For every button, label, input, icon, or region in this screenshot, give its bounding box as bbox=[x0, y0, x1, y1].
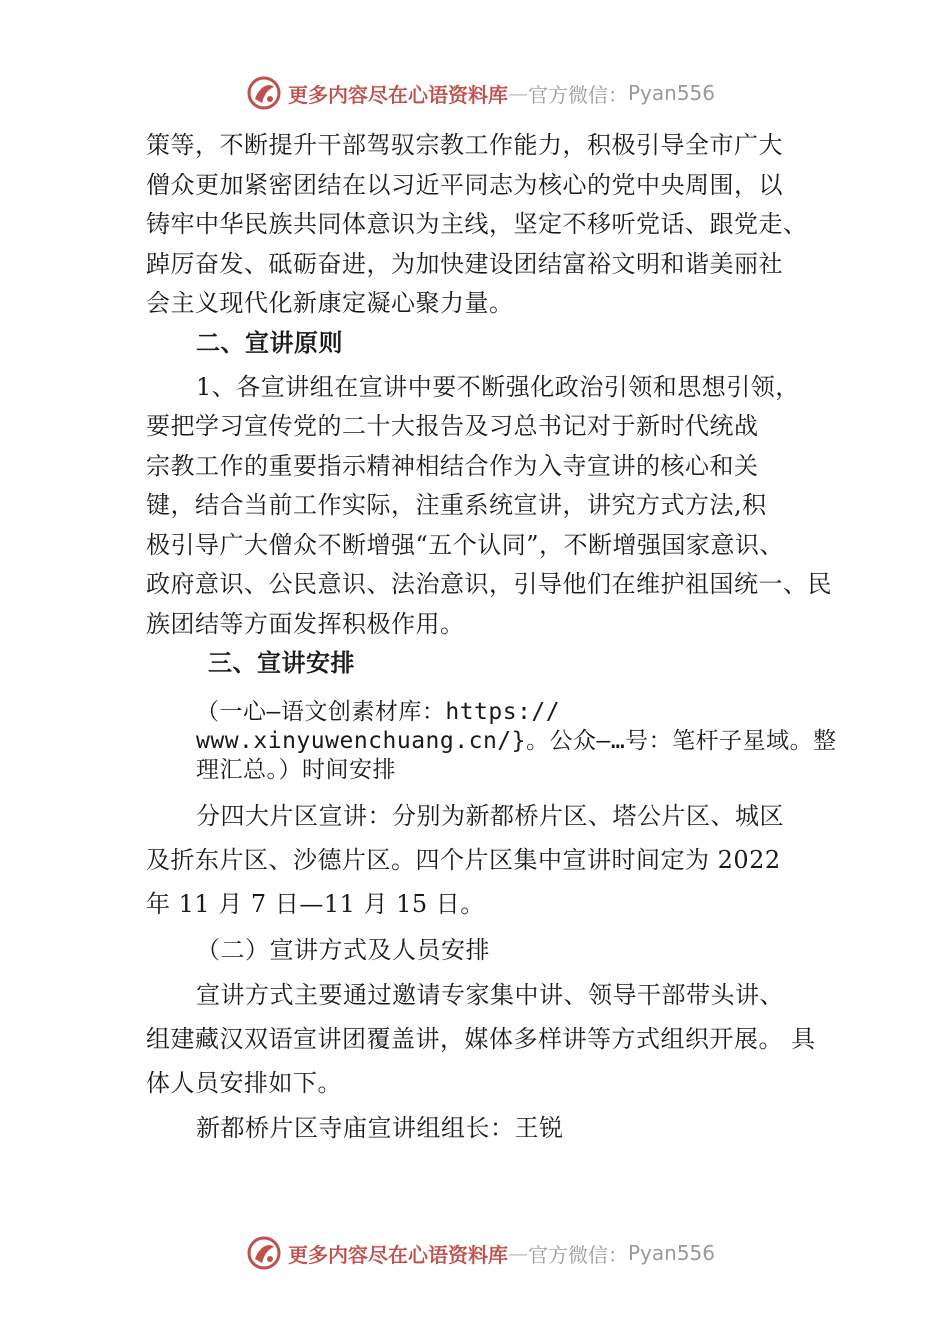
section-heading: 三、宣讲安排 bbox=[208, 649, 355, 677]
text-line: 铸牢中华民族共同体意识为主线，坚定不移听党话、跟党走、 bbox=[146, 210, 808, 238]
banner-title: 更多内容尽在心语资料库 bbox=[288, 1242, 508, 1267]
banner-wechat-label: 官方微信： bbox=[528, 82, 628, 107]
text-line: 宗教工作的重要指示精神相结合作为入寺宣讲的核心和关 bbox=[146, 452, 759, 480]
banner-title: 更多内容尽在心语资料库 bbox=[288, 82, 508, 107]
text-line: 体人员安排如下。 bbox=[146, 1069, 342, 1097]
text-line: 组建藏汉双语宣讲团覆盖讲，媒体多样讲等方式组织开展。 具 bbox=[146, 1025, 816, 1053]
text-line: （一心—语文创素材库：https:// bbox=[196, 699, 561, 725]
text-line: 踔厉奋发、砥砺奋进，为加快建设团结富裕文明和谐美丽社 bbox=[146, 250, 783, 278]
banner-wechat-id: Pyan556 bbox=[628, 1241, 716, 1265]
subsection-heading: （二）宣讲方式及人员安排 bbox=[196, 936, 490, 964]
text-line: 键，结合当前工作实际，注重系统宣讲，讲究方式方法,积 bbox=[146, 491, 767, 519]
banner-separator: — bbox=[508, 1241, 528, 1265]
brush-logo-icon bbox=[246, 75, 282, 111]
banner-separator: — bbox=[508, 81, 528, 105]
text-line: 及折东片区、沙德片区。四个片区集中宣讲时间定为 2022 bbox=[146, 846, 781, 874]
text-line: 分四大片区宣讲：分别为新都桥片区、塔公片区、城区 bbox=[196, 802, 784, 830]
text-line: 族团结等方面发挥积极作用。 bbox=[146, 610, 465, 638]
header-banner bbox=[246, 73, 715, 113]
text-line: 要把学习宣传党的二十大报告及习总书记对于新时代统战 bbox=[146, 412, 759, 440]
text-line: 僧众更加紧密团结在以习近平同志为核心的党中央周围，以 bbox=[146, 171, 783, 199]
text-line: 政府意识、公民意识、法治意识，引导他们在维护祖国统一、民 bbox=[146, 570, 832, 598]
text-line: 新都桥片区寺庙宣讲组组长：王锐 bbox=[196, 1114, 564, 1142]
footer-banner bbox=[246, 1233, 715, 1273]
text-line: 会主义现代化新康定凝心聚力量。 bbox=[146, 289, 514, 317]
text-line: 策等，不断提升干部驾驭宗教工作能力，积极引导全市广大 bbox=[146, 131, 783, 159]
text-line: 理汇总。）时间安排 bbox=[196, 757, 396, 783]
text-line: 1、各宣讲组在宣讲中要不断强化政治引领和思想引领， bbox=[196, 373, 800, 401]
banner-wechat-id: Pyan556 bbox=[628, 81, 716, 105]
text-line: 极引导广大僧众不断增强“五个认同”，不断增强国家意识、 bbox=[146, 531, 785, 559]
text-line: 宣讲方式主要通过邀请专家集中讲、领导干部带头讲、 bbox=[196, 981, 784, 1009]
section-heading: 二、宣讲原则 bbox=[196, 329, 343, 357]
banner-wechat-label: 官方微信： bbox=[528, 1242, 628, 1267]
brush-logo-icon bbox=[246, 1235, 282, 1271]
text-line: 年 11 月 7 日—11 月 15 日。 bbox=[146, 890, 485, 918]
text-line: www.xinyuwenchuang.cn/}。公众—…号：笔杆子星域。整 bbox=[196, 728, 837, 754]
